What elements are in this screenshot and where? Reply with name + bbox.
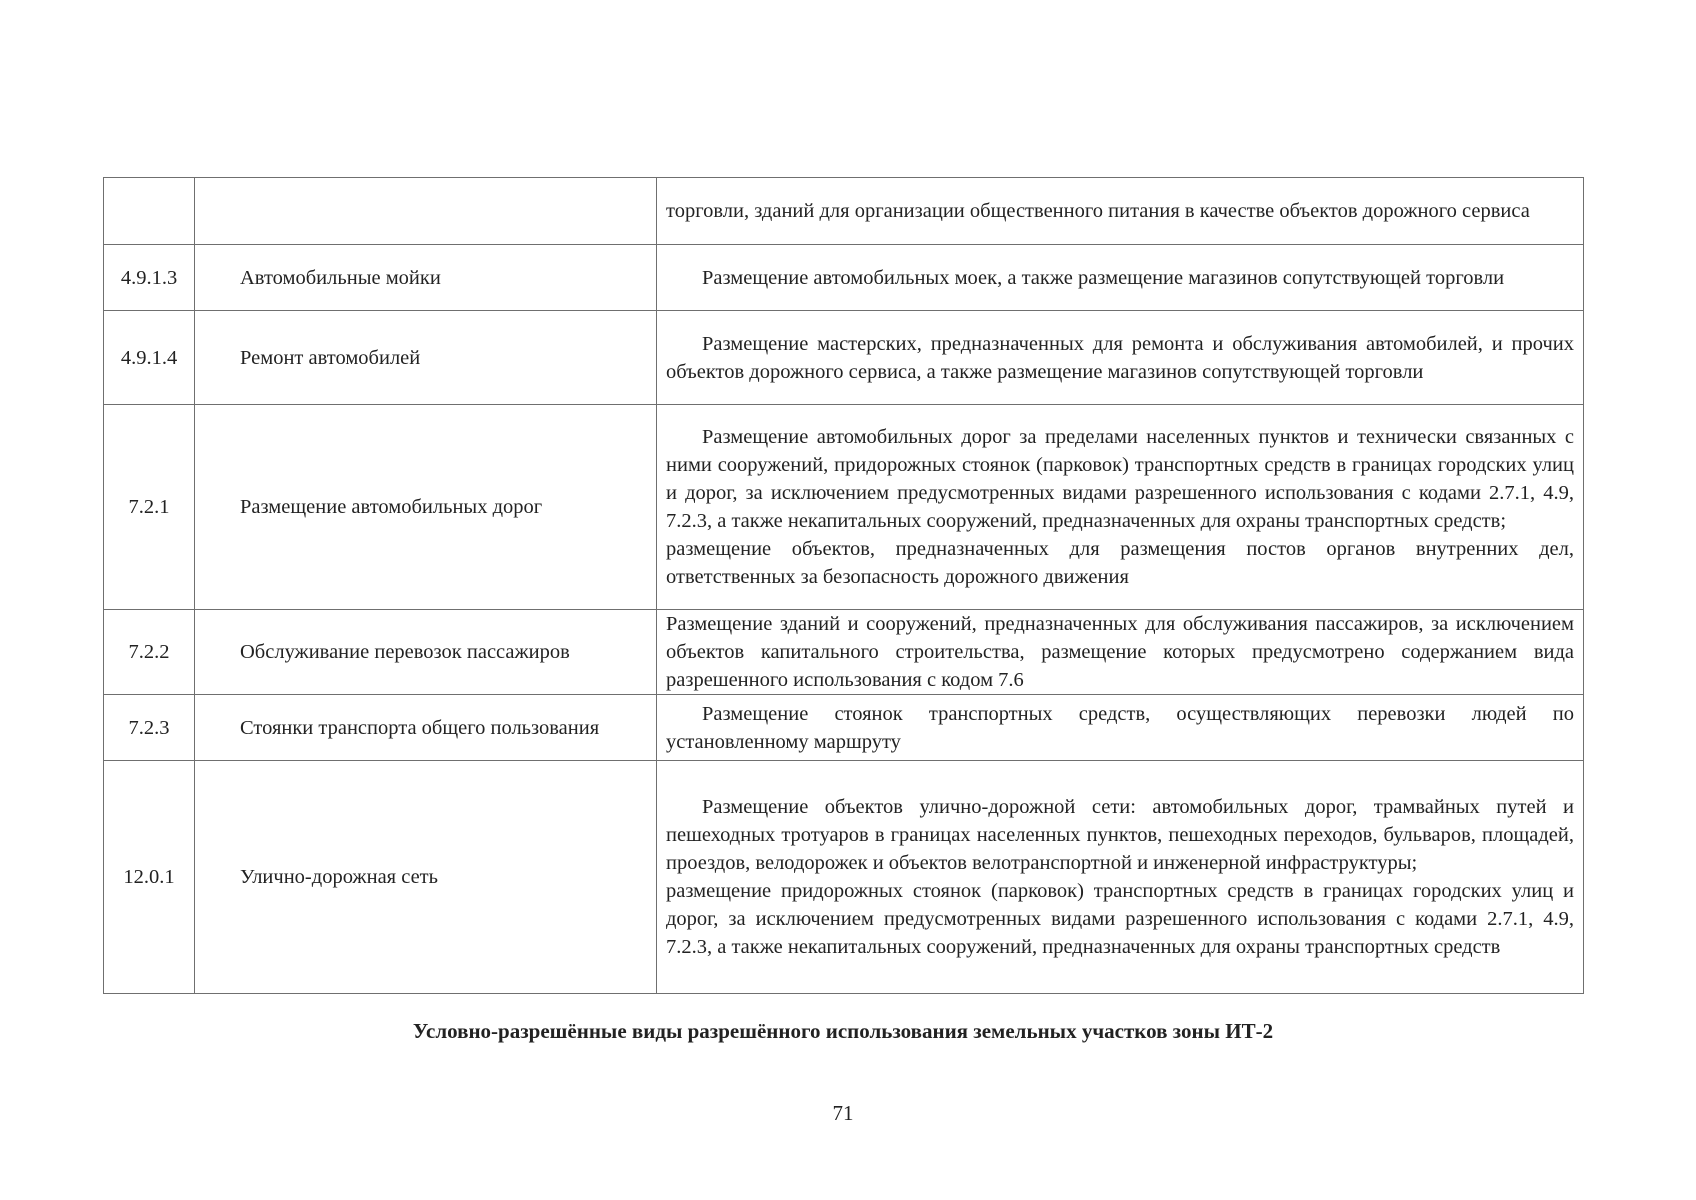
- row-name-text: Размещение автомобильных дорог: [240, 496, 543, 518]
- description-paragraph: Размещение автомобильных моек, а также размещение магазинов сопутствующей торговли: [702, 266, 1505, 289]
- row-description: [657, 610, 1584, 695]
- row-code: 12.0.1: [104, 761, 195, 994]
- row-name: [195, 178, 657, 245]
- row-code: 7.2.1: [104, 405, 195, 610]
- row-code: [104, 178, 195, 245]
- row-name: [195, 311, 657, 405]
- row-name-text: Улично-дорожная сеть: [240, 866, 438, 888]
- row-name-text: Стоянки транспорта общего пользования: [240, 716, 600, 739]
- table-row: [104, 761, 1584, 994]
- row-description: [657, 761, 1584, 994]
- row-name-text: Автомобильные мойки: [240, 266, 441, 289]
- description-paragraph: Размещение объектов улично-дорожной сети: автомобильных дорог, трамвайных путей и пешеходных тротуаров в границах населенных пунктов, пешеходных переходов, бульваров, площадей, проездов, велодорожек и объектов велотранспортной и инженерной инфраструктуры;: [666, 796, 1574, 874]
- description-paragraph: торговли, зданий для организации общественного питания в качестве объектов дорожного сервиса: [666, 200, 1530, 222]
- description-paragraph: размещение придорожных стоянок (парковок) транспортных средств в границах городских улиц и дорог, за исключением предусмотренных видами разрешенного использования с кодами 2.7.1, 4.9, 7.2.3, а также некапитальных сооружений, предназначенных для охраны транспортных средств: [666, 880, 1574, 958]
- description-paragraph: Размещение мастерских, предназначенных для ремонта и обслуживания автомобилей, и прочих объектов дорожного сервиса, а также размещение магазинов сопутствующей торговли: [666, 332, 1574, 383]
- row-description: [657, 245, 1584, 311]
- table-row: [104, 695, 1584, 761]
- row-description: [657, 311, 1584, 405]
- row-description: [657, 405, 1584, 610]
- row-name: [195, 245, 657, 311]
- table-row: [104, 245, 1584, 311]
- row-name: [195, 610, 657, 695]
- page-number: 71: [832, 1101, 854, 1125]
- description-paragraph: Размещение зданий и сооружений, предназначенных для обслуживания пассажиров, за исключением объектов капитального строительства, размещение которых предусмотрено содержанием вида разрешенного использования с кодом 7.6: [666, 613, 1574, 691]
- table-row: [104, 311, 1584, 405]
- row-code: 7.2.2: [104, 610, 195, 695]
- row-name: [195, 761, 657, 994]
- row-name-text: Обслуживание перевозок пассажиров: [240, 641, 570, 663]
- land-use-table-body: [104, 178, 1584, 994]
- row-name: [195, 695, 657, 761]
- row-code: 4.9.1.4: [104, 311, 195, 405]
- row-code: 4.9.1.3: [104, 245, 195, 311]
- description-paragraph: Размещение автомобильных дорог за пределами населенных пунктов и технически связанных с ними сооружений, придорожных стоянок (парковок) транспортных средств в границах городских улиц и дорог, за исключением предусмотренных видами разрешенного использования с кодами 2.7.1, 4.9, 7.2.3, а также некапитальных сооружений, предназначенных для охраны транспортных средств;: [666, 426, 1574, 532]
- row-name: [195, 405, 657, 610]
- description-paragraph: размещение объектов, предназначенных для размещения постов органов внутренних дел, ответственных за безопасность дорожного движения: [666, 538, 1574, 588]
- row-name-text: Ремонт автомобилей: [240, 346, 421, 369]
- table-row: [104, 610, 1584, 695]
- section-heading: Условно-разрешённые виды разрешённого использования земельных участков зоны ИТ-2: [412, 1019, 1274, 1043]
- description-paragraph: Размещение стоянок транспортных средств, осуществляющих перевозки людей по установленному маршруту: [666, 702, 1574, 753]
- row-description: [657, 695, 1584, 761]
- row-code: 7.2.3: [104, 695, 195, 761]
- land-use-table: [103, 177, 1584, 994]
- table-row: [104, 178, 1584, 245]
- table-row: [104, 405, 1584, 610]
- row-description: [657, 178, 1584, 245]
